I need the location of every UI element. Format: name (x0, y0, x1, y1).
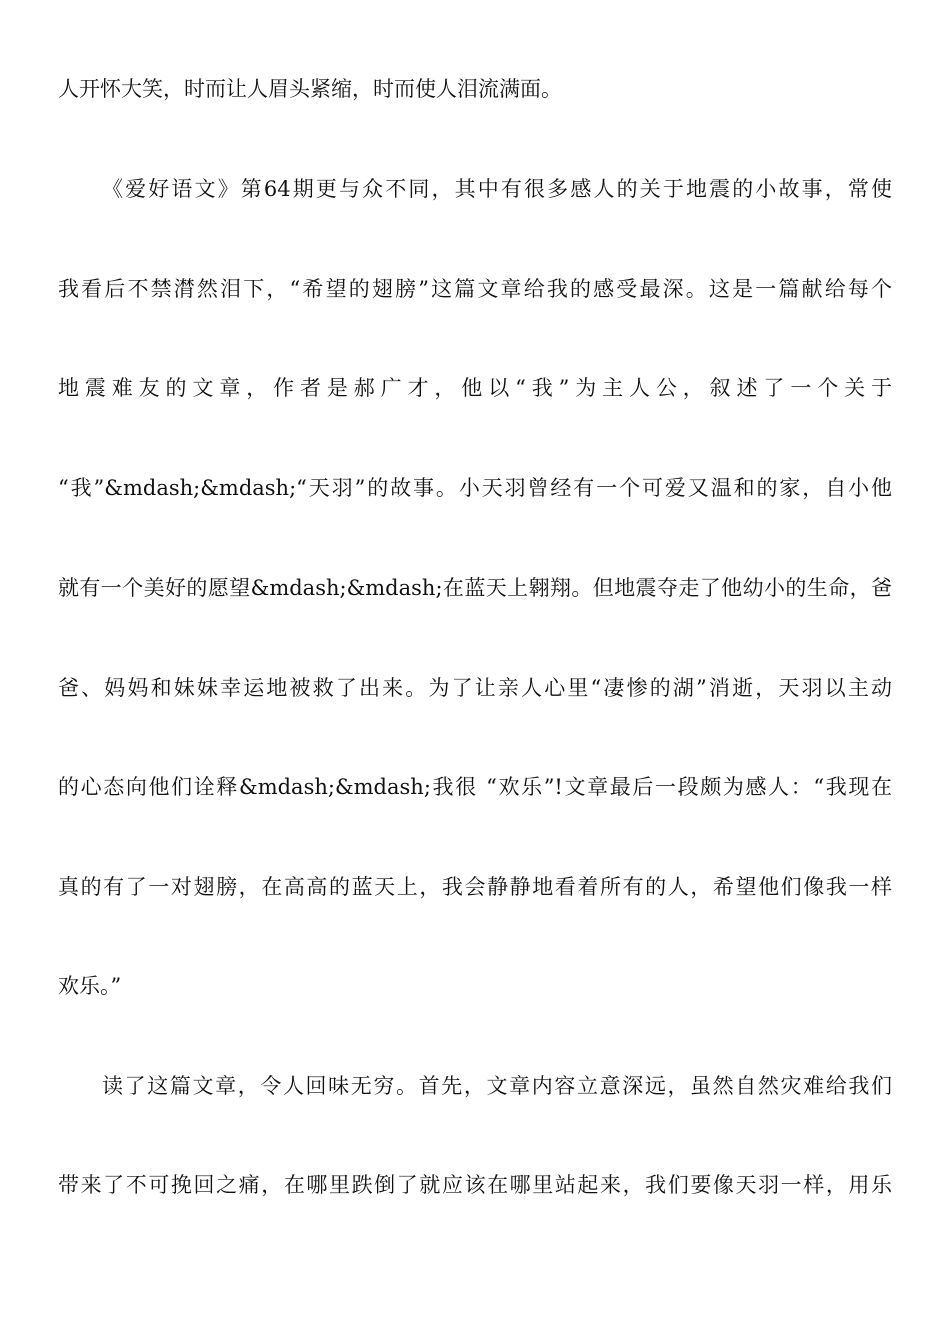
text-line-3: 我看后不禁潸然泪下，“希望的翅膀”这篇文章给我的感受最深。这是一篇献给每个 (58, 277, 892, 301)
text-line-4: 地震难友的文章，作者是郝广才，他以“我”为主人公，叙述了一个关于 (58, 376, 892, 400)
text-line-5: “我”&mdash;&mdash;“天羽”的故事。小天羽曾经有一个可爱又温和的家，自小他 (58, 476, 892, 500)
text-line-12: 带来了不可挽回之痛，在哪里跌倒了就应该在哪里站起来，我们要像天羽一样，用乐 (58, 1173, 892, 1197)
text-line-2: 《爱好语文》第64期更与众不同，其中有很多感人的关于地震的小故事，常使 (102, 177, 892, 201)
text-line-11: 读了这篇文章，令人回味无穷。首先，文章内容立意深远，虽然自然灾难给我们 (102, 1074, 892, 1098)
text-line-9: 真的有了一对翅膀，在高高的蓝天上，我会静静地看着所有的人，希望他们像我一样 (58, 875, 892, 899)
text-line-8: 的心态向他们诠释&mdash;&mdash;我很 “欢乐”!文章最后一段颇为感人：“我现在 (58, 775, 892, 799)
text-line-10: 欢乐。” (58, 974, 122, 998)
text-line-7: 爸、妈妈和妹妹幸运地被救了出来。为了让亲人心里“凄惨的湖”消逝，天羽以主动 (58, 676, 892, 700)
text-line-6: 就有一个美好的愿望&mdash;&mdash;在蓝天上翱翔。但地震夺走了他幼小的生命，爸 (58, 576, 892, 600)
text-line-1: 人开怀大笑，时而让人眉头紧缩，时而使人泪流满面。 (58, 77, 562, 101)
